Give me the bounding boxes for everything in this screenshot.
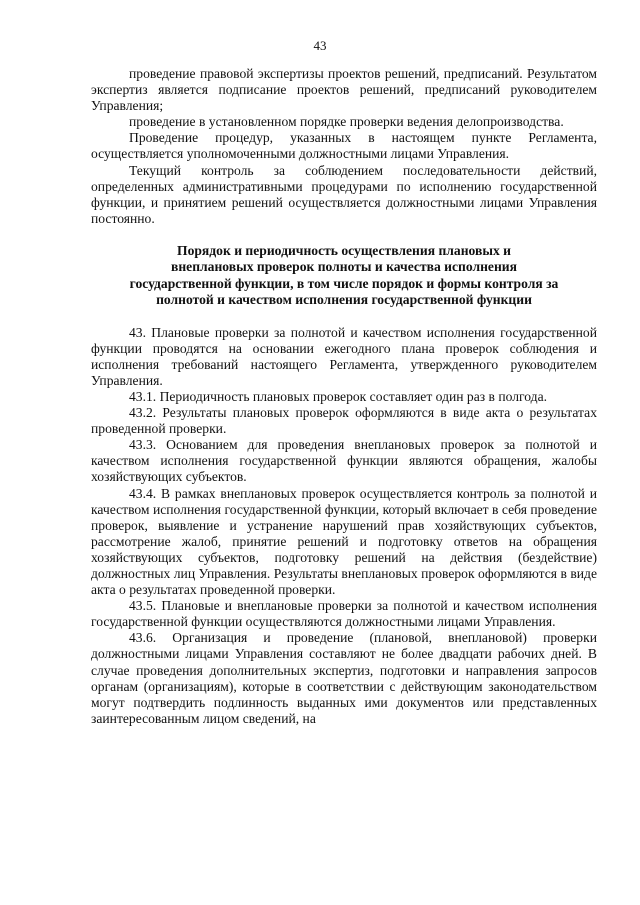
document-body xyxy=(91,66,597,727)
section-paragraph: 43.4. В рамках внеплановых проверок осуществляется контроль за полнотой и качеством исполнения государственной функции, который включает в себя проведение проверок, выявление и устранение нарушений прав хозяйствующих субъектов, рассмотрение жалоб, принятие решений и подготовку ответов на обращения хозяйствующих субъектов, подготовку решений на действия (бездействие) должностных лиц Управления. Результаты внеплановых проверок оформляются в виде акта о результатах проведенной проверки. xyxy=(91,485,597,598)
section-paragraph: 43.6. Организация и проведение (плановой, внеплановой) проверки должностными лицами Управления составляют не более двадцати рабочих дней. В случае проведения дополнительных экспертиз, подготовки и направления запросов органам (организациям), которые в соответствии с действующим законодательством могут подтвердить подлинность выданных ими документов или представленных заинтересованным лицом сведений, на xyxy=(91,630,597,726)
page-number: 43 xyxy=(313,38,327,53)
section-paragraph: 43.2. Результаты плановых проверок оформляются в виде акта о результатах проведенной проверки. xyxy=(91,405,597,437)
section-paragraph: 43. Плановые проверки за полнотой и качеством исполнения государственной функции проводятся на основании ежегодного плана проверок соблюдения и исполнения требований настоящего Регламента, утвержденного руководителем Управления. xyxy=(91,324,597,388)
section-heading-line: внеплановых проверок полноты и качества исполнения xyxy=(171,259,517,275)
intro-paragraph: проведение в установленном порядке проверки ведения делопроизводства. xyxy=(129,114,564,130)
section-heading-line: полнотой и качеством исполнения государственной функции xyxy=(156,292,532,308)
section-paragraph: 43.5. Плановые и внеплановые проверки за полнотой и качеством исполнения государственной функции осуществляются должностными лицами Управления. xyxy=(91,598,597,630)
section-heading-line: Порядок и периодичность осуществления плановых и xyxy=(177,242,511,258)
section-heading-line: государственной функции, в том числе порядок и формы контроля за xyxy=(129,275,559,291)
intro-paragraph: Проведение процедур, указанных в настоящем пункте Регламента, осуществляется уполномоченными должностными лицами Управления. xyxy=(91,130,597,162)
section-paragraph: 43.1. Периодичность плановых проверок составляет один раз в полгода. xyxy=(129,388,548,404)
intro-paragraph: Текущий контроль за соблюдением последовательности действий, определенных административными процедурами по исполнению государственной функции, и принятием решений осуществляется должностными лицами Управления постоянно. xyxy=(91,162,597,226)
section-heading xyxy=(91,243,597,309)
section-paragraph: 43.3. Основанием для проведения внеплановых проверок за полнотой и качеством исполнения государственной функции являются обращения, жалобы хозяйствующих субъектов. xyxy=(91,437,597,485)
intro-paragraph: проведение правовой экспертизы проектов решений, предписаний. Результатом экспертиз является подписание проектов решений, предписаний руководителем Управления; xyxy=(91,66,597,114)
